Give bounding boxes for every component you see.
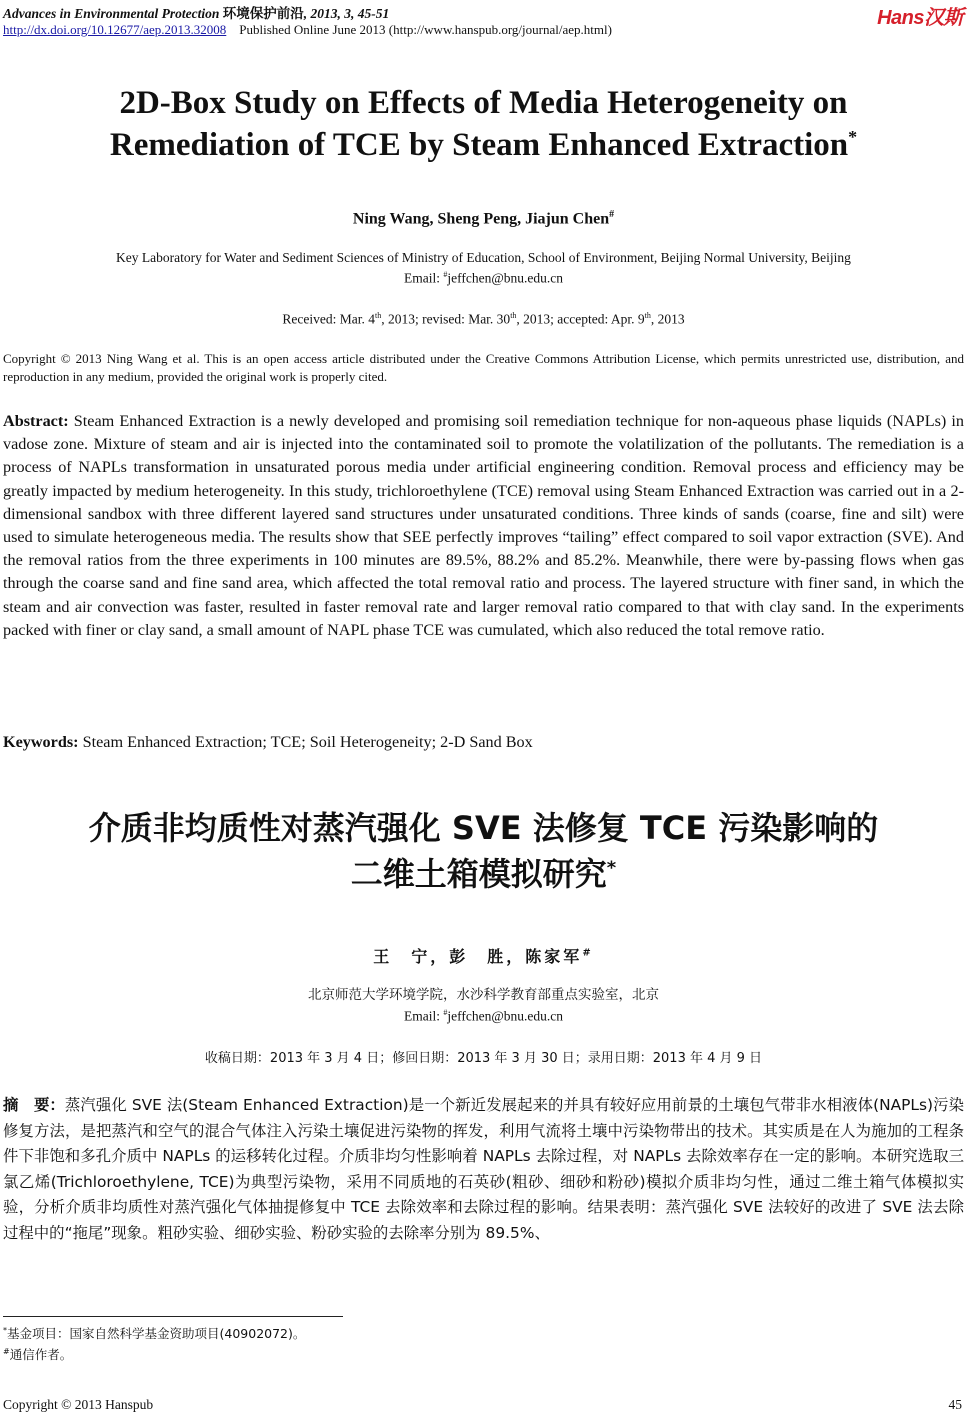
- cn-authors-text: 王 宁，彭 胜，陈家军: [373, 947, 583, 966]
- cn-author-mark: #: [582, 947, 594, 959]
- abstract-label: Abstract:: [3, 412, 69, 430]
- chinese-abstract: [3, 1093, 964, 1247]
- english-keywords: [3, 733, 964, 752]
- received-sup1: th: [374, 311, 382, 320]
- english-received-dates: [0, 311, 967, 328]
- cn-title-footnote-mark: *: [606, 857, 617, 879]
- cn-email-label: Email:: [403, 1008, 444, 1024]
- received-sup3: th: [644, 311, 651, 320]
- journal-name-en: Advances in Environmental Protection: [3, 6, 220, 21]
- english-affiliation: [0, 249, 967, 287]
- abstract-text: Steam Enhanced Extraction is a newly developed and promising soil remediation technique for non-aqueous phase liquids (NAPLs) in vadose zone. Mixture of steam and air is injected into the contaminated soil to promote the volatilization of the pollutants. The remediation is a process of NAPLs transformation in unsaturated porous media under artificial engineering condition. Removal process and efficiency may be greatly impacted by medium heterogeneity. In this study, trichloroethylene (TCE) removal using Steam Enhanced Extraction was carried out in a 2-dimensional sandbox with three different layered sand structures under unsaturated conditions. Three kinds of sands (coarse, fine and silt) were used to simulate heterogeneous media. The results show that SEE perfectly improves “tailing” effect compared to soil vapor extraction (SVE). And the removal ratios from the three experiments in 100 minutes are 89.5%, 88.2% and 85.2%. Meanwhile, there were by-passing flows when gas through the coarse sand and fine sand area, which affected the total removal ratio and process. The layered structure with finer sand, in which the steam and air convection was faster, resulted in faster removal rate and larger removal ratio compared to that with clay sand. In the experiments packed with finer or clay sand, a small amount of NAPL phase TCE was cumulated, which also reduced the total remove ratio.: [3, 412, 964, 639]
- keywords-label: Keywords:: [3, 733, 79, 751]
- fn2-text: 通信作者。: [9, 1347, 73, 1363]
- received-sup2: th: [510, 311, 517, 320]
- received-part1: Received: Mar. 4: [282, 311, 375, 327]
- hans-logo: Hans汉斯: [877, 7, 963, 29]
- footer-copyright: Copyright © 2013 Hanspub: [3, 1397, 154, 1412]
- doi-link[interactable]: http://dx.doi.org/10.12677/aep.2013.32008: [3, 22, 227, 37]
- english-authors: [0, 209, 967, 228]
- chinese-authors: [0, 944, 967, 967]
- journal-issue: , 2013, 3, 45-51: [303, 6, 390, 21]
- journal-header: [3, 2, 389, 22]
- received-part3: , 2013; accepted: Apr. 9: [516, 311, 645, 327]
- cn-email-mark: #: [443, 1008, 448, 1017]
- cn-affiliation-text: 北京师范大学环境学院，水沙科学教育部重点实验室，北京: [308, 987, 659, 1003]
- email-label: Email:: [403, 270, 444, 286]
- english-title-line1: 2D-Box Study on Effects of Media Heterogeneity on: [119, 85, 848, 121]
- fn1-text: 基金项目：国家自然科学基金资助项目(40902072)。: [7, 1326, 306, 1342]
- english-abstract: [3, 410, 964, 642]
- copyright-notice: Copyright © 2013 Ning Wang et al. This is an open access article distributed under the Creative Commons Attribution License, which permits unrestricted use, distribution, and reproduction in any medium, provided the original work is properly cited.: [3, 351, 964, 384]
- title-footnote-mark: *: [848, 127, 858, 147]
- received-part4: , 2013: [650, 311, 685, 327]
- author-mark: #: [609, 209, 615, 220]
- footnote-rule: [3, 1316, 343, 1317]
- header-links: [3, 22, 612, 38]
- chinese-title-line1: 介质非均质性对蒸汽强化 SVE 法修复 TCE 污染影响的: [88, 809, 879, 847]
- received-part2: , 2013; revised: Mar. 30: [381, 311, 511, 327]
- journal-name-cn: 环境保护前沿: [222, 6, 304, 21]
- cn-abstract-text: 蒸汽强化 SVE 法(Steam Enhanced Extraction)是一个新近发展起来的并具有较好应用前景的土壤包气带非水相液体(NAPLs)污染修复方法，是把蒸汽和空气的混合气体注入污染土壤促进污染物的挥发，利用气流将土壤中污染物带出的技术。其实质是在人为施加的工程条件下非饱和多孔介质中 NAPLs 的运移转化过程。介质非均匀性影响着 NAPLs 去除过程，对 NAPLs 去除效率存在一定的影响。本研究选取三氯乙烯(Trichloroethylene, TCE)为典型污染物，采用不同质地的石英砂(粗砂、细砂和粉砂)模拟介质非均匀性，通过二维土箱气体模拟实验，分析介质非均质性对蒸汽强化气体抽提修复中 TCE 去除效率和去除过程的影响。结果表明：蒸汽强化 SVE 法较好的改进了 SVE 法去除过程中的“拖尾”现象。粗砂实验、细砂实验、粉砂实验的去除率分别为 89.5%、: [3, 1096, 964, 1242]
- english-title: [0, 82, 967, 166]
- fn1-mark: *: [3, 1326, 7, 1335]
- chinese-title: [0, 805, 967, 897]
- authors-text: Ning Wang, Sheng Peng, Jiajun Chen: [352, 210, 610, 228]
- chinese-affiliation: [0, 987, 967, 1025]
- cn-abstract-label: 摘 要：: [3, 1096, 65, 1114]
- email-address: jeffchen@bnu.edu.cn: [447, 270, 563, 286]
- chinese-title-line2: 二维土箱模拟研究: [350, 855, 607, 893]
- affiliation-text: Key Laboratory for Water and Sediment Sciences of Ministry of Education, School of Environment, Beijing Normal University, Beijing: [116, 250, 851, 265]
- published-online: Published Online June 2013 (http://www.hanspub.org/journal/aep.html): [239, 22, 612, 37]
- english-title-line2: Remediation of TCE by Steam Enhanced Extraction: [109, 127, 849, 163]
- page-number: 45: [948, 1397, 962, 1412]
- email-mark: #: [443, 270, 448, 279]
- fn2-mark: #: [3, 1347, 10, 1357]
- footnotes: [3, 1322, 305, 1364]
- cn-email-address: jeffchen@bnu.edu.cn: [447, 1008, 563, 1024]
- chinese-received-dates: 收稿日期：2013 年 3 月 4 日；修回日期：2013 年 3 月 30 日；录用日期：2013 年 4 月 9 日: [204, 1051, 763, 1066]
- keywords-text: Steam Enhanced Extraction; TCE; Soil Heterogeneity; 2-D Sand Box: [78, 733, 533, 751]
